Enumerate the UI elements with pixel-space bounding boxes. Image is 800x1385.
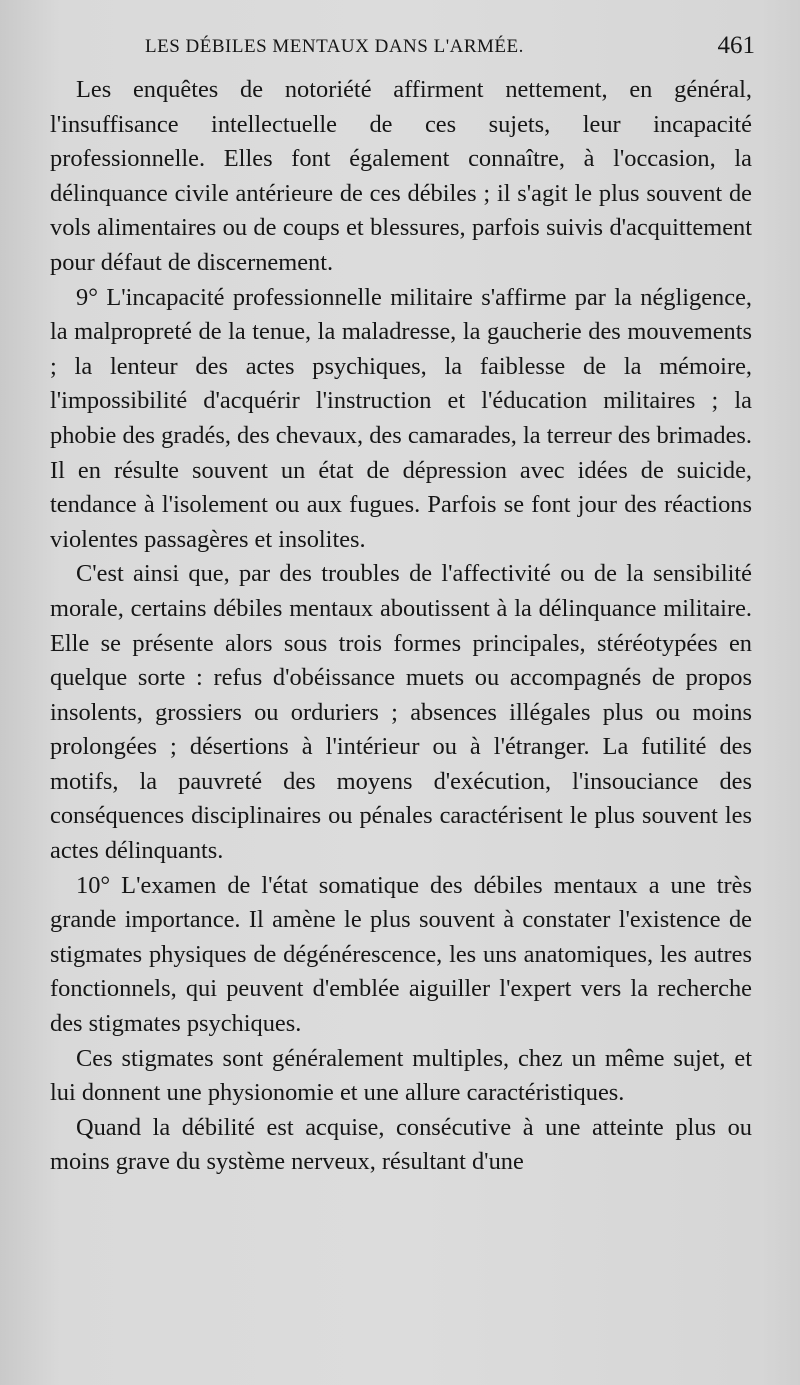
running-title: LES DÉBILES MENTAUX DANS L'ARMÉE. [145,36,524,57]
paragraph: Quand la débilité est acquise, consécutive à une atteinte plus ou moins grave du système nerveux, résultant d'une [50,1113,752,1176]
paragraph: 10° L'examen de l'état somatique des débiles mentaux a une très grande importance. Il amène le plus souvent à constater l'existence de stigmates physiques de dégénérescence, les uns anatomiques, les autres fonctionnels, qui peuvent d'emblée aiguiller l'expert vers la recherche des stigmates psychiques. [50,871,752,1038]
paragraph: 9° L'incapacité professionnelle militaire s'affirme par la négligence, la malpropreté de la tenue, la maladresse, la gaucherie des mouvements ; la lenteur des actes psychiques, la faiblesse de la mémoire, l'impossibilité d'acquérir l'instruction et l'éducation militaires ; la phobie des gradés, des chevaux, des camarades, la terreur des brimades. Il en résulte souvent un état de dépression avec idées de suicide, tendance à l'isolement ou aux fugues. Parfois se font jour des réactions violentes passagères et insolites. [50,283,752,553]
running-header [0,30,800,70]
paragraph: C'est ainsi que, par des troubles de l'affectivité ou de la sensibilité morale, certains débiles mentaux aboutissent à la délinquance militaire. Elle se présente alors sous trois formes principales, stéréotypées en quelque sorte : refus d'obéissance muets ou accompagnés de propos insolents, grossiers ou orduriers ; absences illégales plus ou moins prolongées ; désertions à l'intérieur ou à l'étranger. La futilité des motifs, la pauvreté des moyens d'exécution, l'insouciance des conséquences disciplinaires ou pénales caractérisent le plus souvent les actes délinquants. [50,560,752,865]
paragraph: Les enquêtes de notoriété affirment nettement, en général, l'insuffisance intellectuelle de ces sujets, leur incapacité professionnelle. Elles font également connaître, à l'occasion, la délinquance civile antérieure de ces débiles ; il s'agit le plus souvent de vols alimentaires ou de coups et blessures, parfois suivis d'acquittement pour défaut de discernement. [50,76,752,276]
paragraph: Ces stigmates sont généralement multiples, chez un même sujet, et lui donnent une physionomie et une allure caractéristiques. [50,1044,752,1107]
body-text [50,73,752,1180]
page-number: 461 [717,32,755,59]
